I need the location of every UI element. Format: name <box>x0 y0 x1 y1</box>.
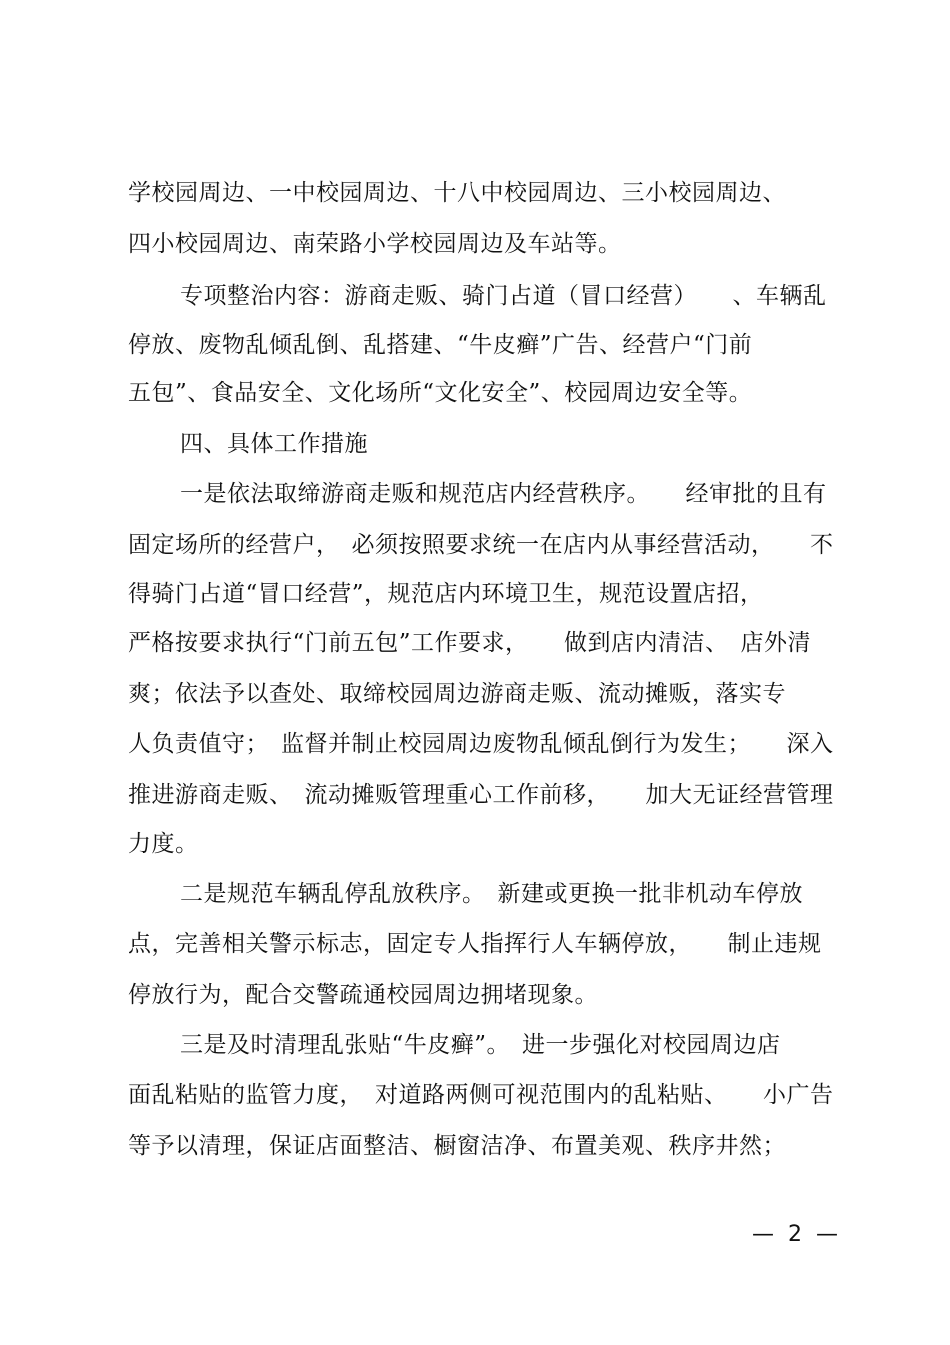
body-line: 力度。 <box>128 831 199 857</box>
paragraph-line: 三是及时清理乱张贴“牛皮癣”。 进一步强化对校园周边店 <box>180 1032 781 1058</box>
body-line: 固定场所的经营户， 必须按照要求统一在店内从事经营活动， 不 <box>128 532 834 558</box>
body-line: 停放、废物乱倾乱倒、乱搭建、“牛皮癣”广告、经营户“门前 <box>128 332 753 358</box>
body-line: 学校园周边、一中校园周边、十八中校园周边、三小校园周边、 <box>128 180 786 206</box>
body-line: 得骑门占道“冒口经营”，规范店内环境卫生，规范设置店招， <box>128 581 764 607</box>
body-line: 推进游商走贩、 流动摊贩管理重心工作前移， 加大无证经营管理 <box>128 782 834 808</box>
section-heading: 四、具体工作措施 <box>180 431 368 457</box>
body-line: 面乱粘贴的监管力度， 对道路两侧可视范围内的乱粘贴、 小广告 <box>128 1082 834 1108</box>
paragraph-line: 专项整治内容：游商走贩、骑门占道（冒口经营） 、车辆乱 <box>180 283 827 309</box>
body-line: 等予以清理，保证店面整洁、橱窗洁净、布置美观、秩序井然； <box>128 1133 786 1159</box>
body-line: 停放行为，配合交警疏通校园周边拥堵现象。 <box>128 982 598 1008</box>
body-line: 五包”、食品安全、文化场所“文化安全”、校园周边安全等。 <box>128 380 753 406</box>
body-line: 四小校园周边、南荣路小学校园周边及车站等。 <box>128 231 622 257</box>
paragraph-line: 一是依法取缔游商走贩和规范店内经营秩序。 经审批的且有 <box>180 481 827 507</box>
body-line: 爽；依法予以查处、取缔校园周边游商走贩、流动摊贩，落实专 <box>128 681 786 707</box>
body-line: 人负责值守； 监督并制止校园周边废物乱倾乱倒行为发生； 深入 <box>128 731 834 757</box>
page-number: — 2 — <box>752 1222 838 1247</box>
body-line: 严格按要求执行“门前五包”工作要求， 做到店内清洁、 店外清 <box>128 630 812 656</box>
paragraph-line: 二是规范车辆乱停乱放秩序。 新建或更换一批非机动车停放 <box>180 881 803 907</box>
body-line: 点，完善相关警示标志，固定专人指挥行人车辆停放， 制止违规 <box>128 931 822 957</box>
